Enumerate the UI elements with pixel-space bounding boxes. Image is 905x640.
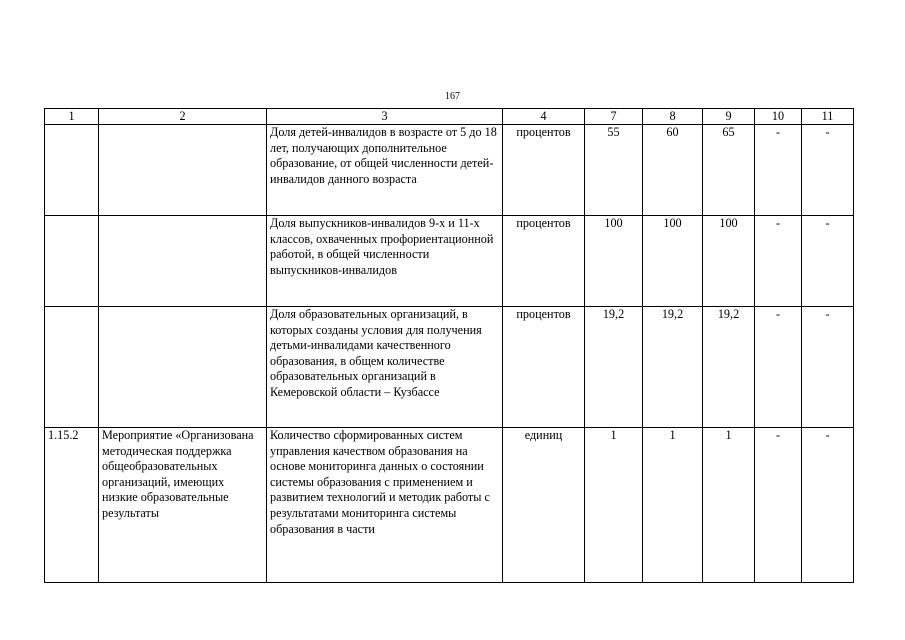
event-cell: Мероприятие «Организована методическая поддержка общеобразовательных организаций, имеющих низкие образовательные результаты [99,428,267,583]
unit-cell: процентов [503,125,585,216]
event-cell [99,125,267,216]
code-cell [45,125,99,216]
indicator-cell: Количество сформированных систем управления качеством образования на основе мониторинга данных о состоянии системы образования с применением и развитием технологий и методик работы с результатами мониторинга системы образования в части [267,428,503,583]
header-cell: 7 [585,109,643,125]
header-cell: 11 [802,109,854,125]
value-cell-11: - [802,216,854,307]
value-cell-8: 19,2 [643,307,703,428]
value-cell-7: 100 [585,216,643,307]
value-cell-9: 19,2 [703,307,755,428]
event-cell [99,307,267,428]
table-header-row [45,109,854,125]
indicator-cell: Доля выпускников-инвалидов 9-х и 11-х классов, охваченных профориентационной работой, в общей численности выпускников-инвалидов [267,216,503,307]
table-row [45,307,854,428]
header-cell: 10 [755,109,802,125]
code-cell [45,307,99,428]
value-cell-7: 19,2 [585,307,643,428]
code-cell: 1.15.2 [45,428,99,583]
indicator-cell: Доля детей-инвалидов в возрасте от 5 до 18 лет, получающих дополнительное образование, от общей численности детей-инвалидов данного возраста [267,125,503,216]
value-cell-11: - [802,307,854,428]
code-cell [45,216,99,307]
indicator-cell: Доля образовательных организаций, в которых созданы условия для получения детьми-инвалидами качественного образования, в общем количестве образовательных организаций в Кемеровской области – Кузбассе [267,307,503,428]
value-cell-10: - [755,428,802,583]
header-cell: 1 [45,109,99,125]
value-cell-8: 100 [643,216,703,307]
value-cell-7: 1 [585,428,643,583]
table-row [45,216,854,307]
value-cell-8: 60 [643,125,703,216]
header-cell: 8 [643,109,703,125]
unit-cell: процентов [503,307,585,428]
table-row [45,428,854,583]
header-cell: 9 [703,109,755,125]
value-cell-8: 1 [643,428,703,583]
value-cell-10: - [755,307,802,428]
value-cell-10: - [755,125,802,216]
value-cell-9: 65 [703,125,755,216]
indicators-table [44,108,854,583]
value-cell-7: 55 [585,125,643,216]
event-cell [99,216,267,307]
unit-cell: процентов [503,216,585,307]
page-number: 167 [445,91,460,102]
header-cell: 4 [503,109,585,125]
table-row [45,125,854,216]
value-cell-11: - [802,125,854,216]
header-cell: 2 [99,109,267,125]
value-cell-9: 1 [703,428,755,583]
unit-cell: единиц [503,428,585,583]
value-cell-11: - [802,428,854,583]
value-cell-10: - [755,216,802,307]
value-cell-9: 100 [703,216,755,307]
header-cell: 3 [267,109,503,125]
